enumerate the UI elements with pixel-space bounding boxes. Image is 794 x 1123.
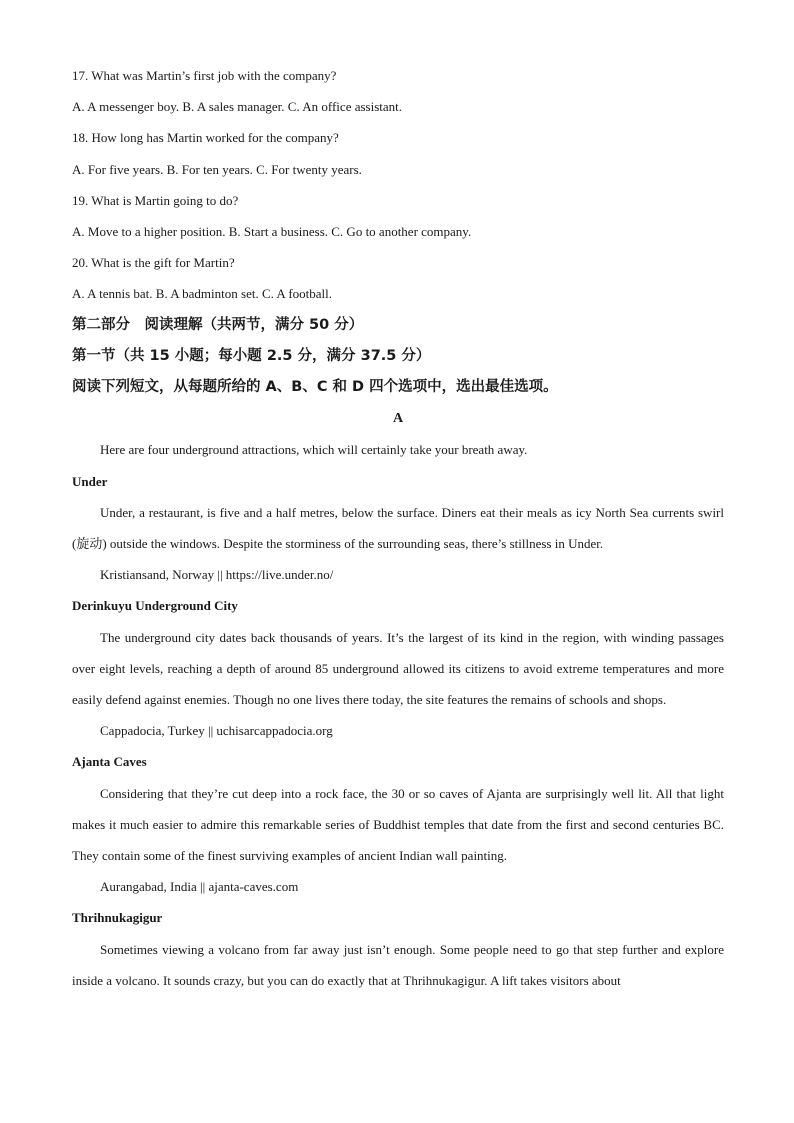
options-18: A. For five years. B. For ten years. C. For twenty years. bbox=[72, 161, 362, 177]
attraction-source-ajanta: Aurangabad, India || ajanta-caves.com bbox=[100, 879, 299, 895]
attraction-heading-derinkuyu: Derinkuyu Underground City bbox=[72, 598, 238, 614]
attraction-text-thrihnukagigur: Sometimes viewing a volcano from far away just isn’t enough. Some people need to go that step further and explore inside a volcano. It sounds crazy, but you can do exactly that at Thrihnukagigur. A lift takes visitors about bbox=[72, 941, 724, 988]
section-one-title: 第一节（共 15 小题；每小题 2.5 分，满分 37.5 分） bbox=[72, 347, 431, 364]
question-20: 20. What is the gift for Martin? bbox=[72, 255, 235, 271]
attraction-text-derinkuyu: The underground city dates back thousands of years. It’s the largest of its kind in the region, with winding passages over eight levels, reaching a depth of around 85 underground allowed its citizens to avoid extreme temperatures and more easily defend against enemies. Though no one lives there today, the site features the remains of schools and shops. bbox=[72, 629, 724, 708]
question-17: 17. What was Martin’s first job with the company? bbox=[72, 68, 337, 83]
attraction-text-under: Under, a restaurant, is five and a half metres, below the surface. Diners eat their meals as icy North Sea currents swirl (旋动) outside the windows. Despite the storminess of the surrounding seas, there’s stillness in Under. bbox=[72, 504, 724, 552]
attraction-text-ajanta: Considering that they’re cut deep into a rock face, the 30 or so caves of Ajanta are surprisingly well lit. All that light makes it much easier to admire this remarkable series of Buddhist temples that date from the first and second centuries BC. They contain some of the finest surviving examples of ancient Indian wall painting. bbox=[72, 785, 724, 864]
options-19: A. Move to a higher position. B. Start a business. C. Go to another company. bbox=[72, 224, 472, 240]
attraction-heading-thrihnukagigur: Thrihnukagigur bbox=[72, 910, 163, 926]
options-17: A. A messenger boy. B. A sales manager. C. An office assistant. bbox=[72, 99, 403, 115]
attraction-source-under: Kristiansand, Norway || https://live.under.no/ bbox=[100, 567, 334, 583]
options-20: A. A tennis bat. B. A badminton set. C. A football. bbox=[72, 286, 333, 302]
part-two-title: 第二部分 阅读理解（共两节，满分 50 分） bbox=[72, 316, 364, 333]
passage-intro: Here are four underground attractions, which will certainly take your breath away. bbox=[100, 442, 528, 458]
exam-page bbox=[72, 60, 724, 996]
question-19: 19. What is Martin going to do? bbox=[72, 192, 239, 208]
attraction-heading-ajanta: Ajanta Caves bbox=[72, 754, 147, 770]
passage-letter: A bbox=[392, 411, 404, 427]
question-18: 18. How long has Martin worked for the company? bbox=[72, 130, 339, 146]
reading-instruction: 阅读下列短文，从每题所给的 A、B、C 和 D 四个选项中，选出最佳选项。 bbox=[72, 379, 558, 396]
attraction-heading-under: Under bbox=[72, 473, 108, 489]
attraction-source-derinkuyu: Cappadocia, Turkey || uchisarcappadocia.org bbox=[100, 723, 333, 739]
